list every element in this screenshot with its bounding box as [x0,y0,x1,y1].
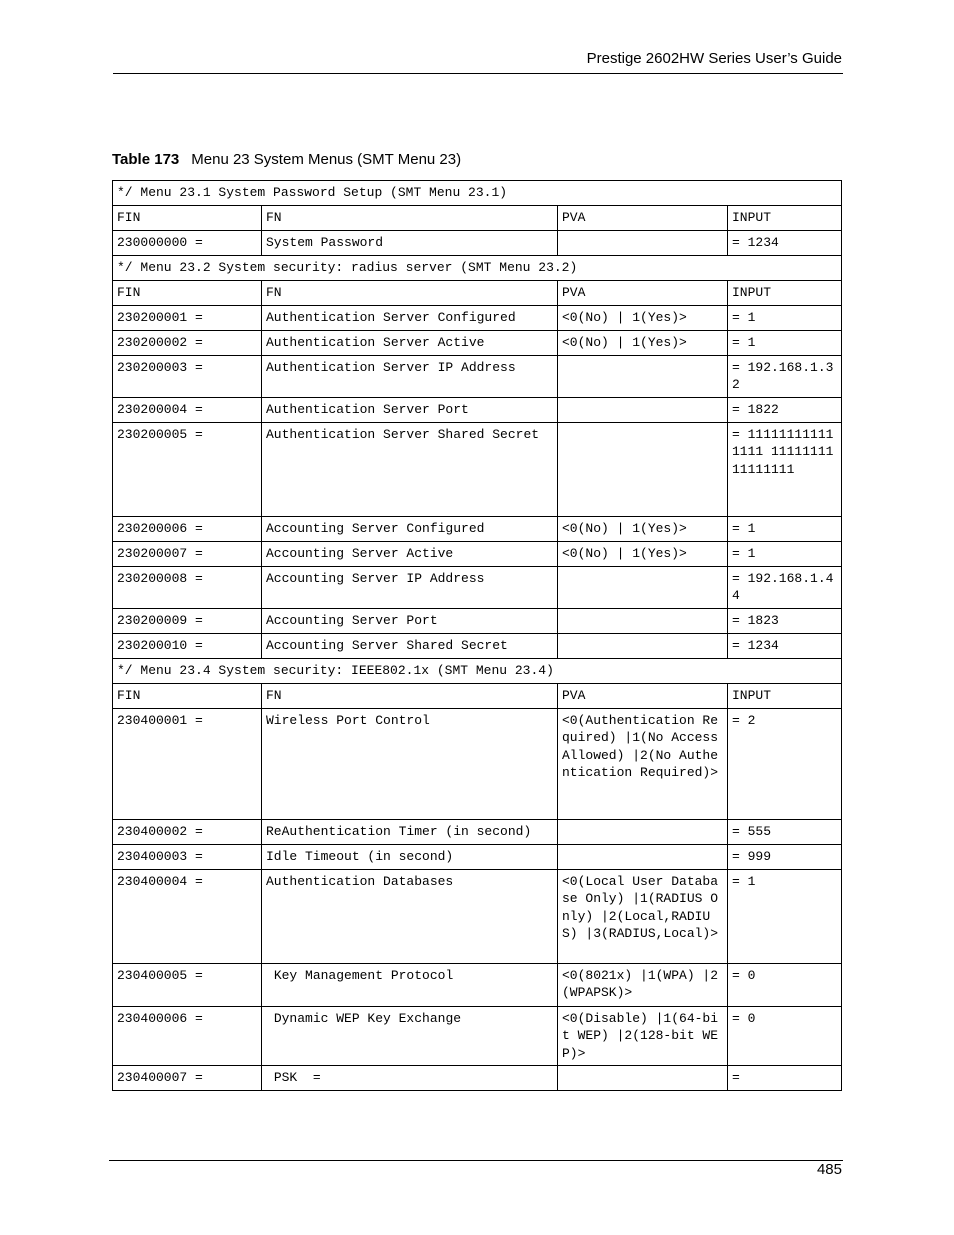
section-row [113,256,842,281]
table-row [113,231,842,256]
cell-pva: <0(No) | 1(Yes)> [558,517,728,542]
cell-input: = 1234 [728,231,842,256]
table-row [113,964,842,1007]
cell-fin: 230200004 = [113,398,262,423]
column-header-fin: FIN [113,684,262,709]
cell-input: = 1 [728,517,842,542]
column-header-fn: FN [262,281,558,306]
cell-fin: 230200009 = [113,609,262,634]
cell-fn: Accounting Server Active [262,542,558,567]
section-title: */ Menu 23.4 System security: IEEE802.1x (SMT Menu 23.4) [113,659,842,684]
table-caption-text: Menu 23 System Menus (SMT Menu 23) [191,151,462,168]
cell-fin: 230000000 = [113,231,262,256]
footer-rule [109,1160,843,1161]
cell-input: = 1234 [728,634,842,659]
cell-fin: 230200008 = [113,567,262,609]
cell-input: = [728,1066,842,1091]
section-row [113,659,842,684]
column-header-input: INPUT [728,281,842,306]
cell-pva [558,609,728,634]
cell-pva [558,398,728,423]
column-header-row [113,206,842,231]
table-row [113,331,842,356]
cell-fin: 230200003 = [113,356,262,398]
smt-menu-table [112,180,842,1091]
table-row [113,542,842,567]
cell-pva [558,845,728,870]
cell-input: = 192.168.1.32 [728,356,842,398]
section-title: */ Menu 23.2 System security: radius server (SMT Menu 23.2) [113,256,842,281]
cell-fn: Key Management Protocol [262,964,558,1007]
cell-fn: Accounting Server Configured [262,517,558,542]
table-row [113,567,842,609]
section-title: */ Menu 23.1 System Password Setup (SMT Menu 23.1) [113,181,842,206]
table-row [113,1007,842,1066]
table-row [113,517,842,542]
table-row [113,820,842,845]
cell-pva [558,820,728,845]
cell-pva [558,356,728,398]
cell-input: = 1822 [728,398,842,423]
table-row [113,609,842,634]
cell-input: = 1 [728,870,842,964]
column-header-input: INPUT [728,684,842,709]
table-row [113,423,842,517]
cell-fn: Authentication Databases [262,870,558,964]
cell-pva: <0(No) | 1(Yes)> [558,542,728,567]
cell-fn: Dynamic WEP Key Exchange [262,1007,558,1066]
cell-fin: 230400006 = [113,1007,262,1066]
cell-fn: PSK = [262,1066,558,1091]
cell-fin: 230400007 = [113,1066,262,1091]
cell-fn: ReAuthentication Timer (in second) [262,820,558,845]
column-header-pva: PVA [558,281,728,306]
cell-input: = 999 [728,845,842,870]
cell-input: = 0 [728,964,842,1007]
table-caption [112,151,461,168]
table-row [113,709,842,820]
cell-fin: 230400004 = [113,870,262,964]
cell-fn: Authentication Server Port [262,398,558,423]
column-header-row [113,281,842,306]
cell-fn: Accounting Server IP Address [262,567,558,609]
cell-input: = 192.168.1.44 [728,567,842,609]
column-header-fin: FIN [113,206,262,231]
header-rule [113,73,843,74]
cell-pva [558,423,728,517]
cell-input: = 1 [728,306,842,331]
cell-fn: Authentication Server Shared Secret [262,423,558,517]
table-row [113,870,842,964]
cell-input: = 1823 [728,609,842,634]
column-header-fn: FN [262,684,558,709]
section-row [113,181,842,206]
cell-fin: 230400003 = [113,845,262,870]
cell-pva: <0(Disable) |1(64-bit WEP) |2(128-bit WEP)> [558,1007,728,1066]
column-header-input: INPUT [728,206,842,231]
cell-fn: Wireless Port Control [262,709,558,820]
cell-fin: 230200001 = [113,306,262,331]
smt-table-body [113,181,842,1091]
column-header-fn: FN [262,206,558,231]
cell-fn: Authentication Server Active [262,331,558,356]
cell-fin: 230200002 = [113,331,262,356]
cell-fin: 230200006 = [113,517,262,542]
table-row [113,356,842,398]
cell-fin: 230200007 = [113,542,262,567]
cell-input: = 2 [728,709,842,820]
cell-fn: Authentication Server IP Address [262,356,558,398]
cell-input: = 111111111111111 1111111111111111 [728,423,842,517]
page-number: 485 [816,1161,842,1178]
cell-fin: 230400005 = [113,964,262,1007]
running-header-title: Prestige 2602HW Series User’s Guide [586,50,842,67]
cell-fin: 230400002 = [113,820,262,845]
cell-fin: 230400001 = [113,709,262,820]
cell-pva: <0(Local User Database Only) |1(RADIUS Only) |2(Local,RADIUS) |3(RADIUS,Local)> [558,870,728,964]
cell-input: = 0 [728,1007,842,1066]
table-row [113,306,842,331]
cell-input: = 1 [728,331,842,356]
cell-fn: Accounting Server Port [262,609,558,634]
column-header-fin: FIN [113,281,262,306]
cell-pva: <0(No) | 1(Yes)> [558,331,728,356]
cell-fin: 230200005 = [113,423,262,517]
cell-input: = 1 [728,542,842,567]
column-header-pva: PVA [558,684,728,709]
cell-fn: Idle Timeout (in second) [262,845,558,870]
cell-fn: Accounting Server Shared Secret [262,634,558,659]
table-caption-label: Table 173 [112,151,180,168]
cell-pva: <0(Authentication Required) |1(No Access Allowed) |2(No Authentication Required)> [558,709,728,820]
cell-fin: 230200010 = [113,634,262,659]
column-header-pva: PVA [558,206,728,231]
cell-pva: <0(8021x) |1(WPA) |2(WPAPSK)> [558,964,728,1007]
table-row [113,398,842,423]
cell-fn: Authentication Server Configured [262,306,558,331]
cell-pva [558,1066,728,1091]
cell-pva: <0(No) | 1(Yes)> [558,306,728,331]
column-header-row [113,684,842,709]
table-row [113,845,842,870]
cell-pva [558,634,728,659]
cell-pva [558,567,728,609]
cell-fn: System Password [262,231,558,256]
table-row [113,634,842,659]
cell-pva [558,231,728,256]
cell-input: = 555 [728,820,842,845]
table-row [113,1066,842,1091]
